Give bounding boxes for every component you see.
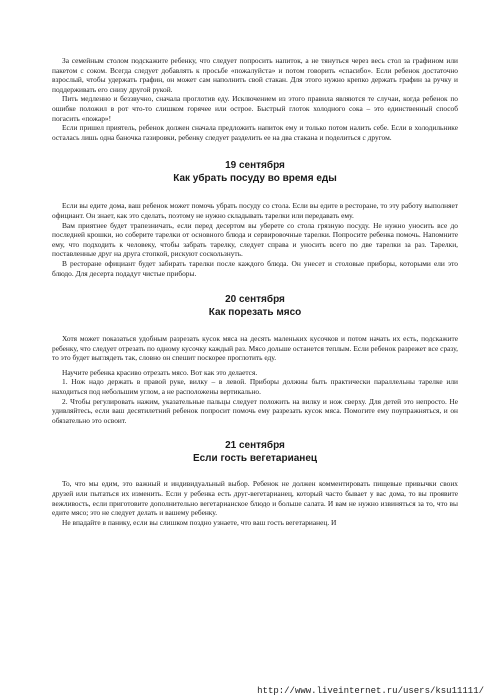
paragraph: Пить медленно и беззвучно, сначала проглотив еду. Исключением из этого правила являются те случаи, когда ребенок по ошибке положил в рот что-то слишком горячее или острое. Быстрый глоток холодного сока – это единственный способ погасить «пожар»! — [52, 94, 458, 123]
section-title: Если гость вегетарианец — [192, 452, 318, 464]
section-sept-21 — [52, 440, 458, 527]
section-heading — [52, 294, 458, 319]
source-watermark: http://www.liveinternet.ru/users/ksu11111/ — [257, 686, 484, 696]
intro-block — [52, 56, 458, 142]
paragraph: Вам приятнее будет трапезничать, если перед десертом вы уберете со стола грязную посуду. Не нужно уносить все до последней крошки, но соберите тарелки от основного блюда и сервировочные тарелки. Попросите ребенка помочь. Напомните ему, что подходить к человеку, чтобы забрать тарелку, следует справа и уносить всего по две тарелки за раз. Тарелки, поставленные друг на друга стопкой, рискуют соскользнуть. — [52, 220, 458, 259]
list-item: 1. Нож надо держать в правой руке, вилку – в левой. Приборы должны быть практически параллельны тарелке или находиться под небольшим углом, а не расположены вертикально. — [52, 377, 458, 397]
paragraph: Хотя может показаться удобным разрезать кусок мяса на десять маленьких кусочков и потом начать их есть, подскажите ребенку, что следует отрезать по одному кусочку каждый раз. Мясо дольше останется теплым. Если ребенок разрежет все сразу, то это будет выглядеть так, словно он спешит поскорее проглотить еду. — [52, 334, 458, 363]
section-heading — [52, 440, 458, 465]
section-title: Как убрать посуду во время еды — [173, 172, 337, 184]
section-sept-19 — [52, 160, 458, 278]
section-title: Как порезать мясо — [208, 306, 302, 318]
section-date: 21 сентября — [225, 440, 285, 452]
section-date: 20 сентября — [225, 294, 285, 306]
section-date: 19 сентября — [225, 160, 285, 172]
paragraph: Если пришел приятель, ребенок должен сначала предложить напиток ему и только потом налить себе. Если в холодильнике осталась лишь одна баночка газировки, ребенку следует разделить ее на два стакана и поделиться с другом. — [52, 123, 458, 142]
section-sept-20 — [52, 294, 458, 425]
paragraph: Не впадайте в панику, если вы слишком поздно узнаете, что ваш гость вегетарианец. И — [62, 517, 337, 527]
paragraph: Научите ребенка красиво отрезать мясо. Вот как это делается. — [62, 367, 258, 377]
list-item: 2. Чтобы регулировать нажим, указательные пальцы следует положить на вилку и нож сверху. Для детей это непросто. Не удивляйтесь, если ваш десятилетний ребенок попросит помочь ему разрезать кусок мяса. Помогите ему поупражняться, и он обязательно это освоит. — [52, 396, 458, 425]
section-heading — [52, 160, 458, 185]
paragraph: В ресторане официант будет забирать тарелки после каждого блюда. Он унесет и столовые приборы, которыми ели это блюдо. Для десерта подадут чистые приборы. — [52, 258, 458, 278]
paragraph: То, что мы едим, это важный и индивидуальный выбор. Ребенок не должен комментировать пищевые привычки своих друзей или пытаться их изменить. Если у ребенка есть друг-вегетарианец, который часто бывает у вас дома, то вы проявите вежливость, если приготовите дополнительно вегетарианское блюдо и больше салата. И вам не нужно извиняться за то, что вы едите мясо; это не следует делать и вашему ребенку. — [52, 479, 458, 518]
paragraph: За семейным столом подскажите ребенку, что следует попросить напиток, а не тянуться через весь стол за графином или пакетом с соком. Всегда следует добавлять к просьбе «пожалуйста» и потом говорить «спасибо». Если ребенок достаточно взрослый, чтобы удержать графин, он может сам наполнить свой стакан. Для этого нужно крепко держать графин за ручку и поддерживать его снизу другой рукой. — [52, 56, 458, 94]
paragraph: Если вы едите дома, ваш ребенок может помочь убрать посуду со стола. Если вы едите в ресторане, то эту работу выполняет официант. Он знает, как это сделать, поэтому не нужно складывать тарелки или передавать ему. — [52, 201, 458, 220]
